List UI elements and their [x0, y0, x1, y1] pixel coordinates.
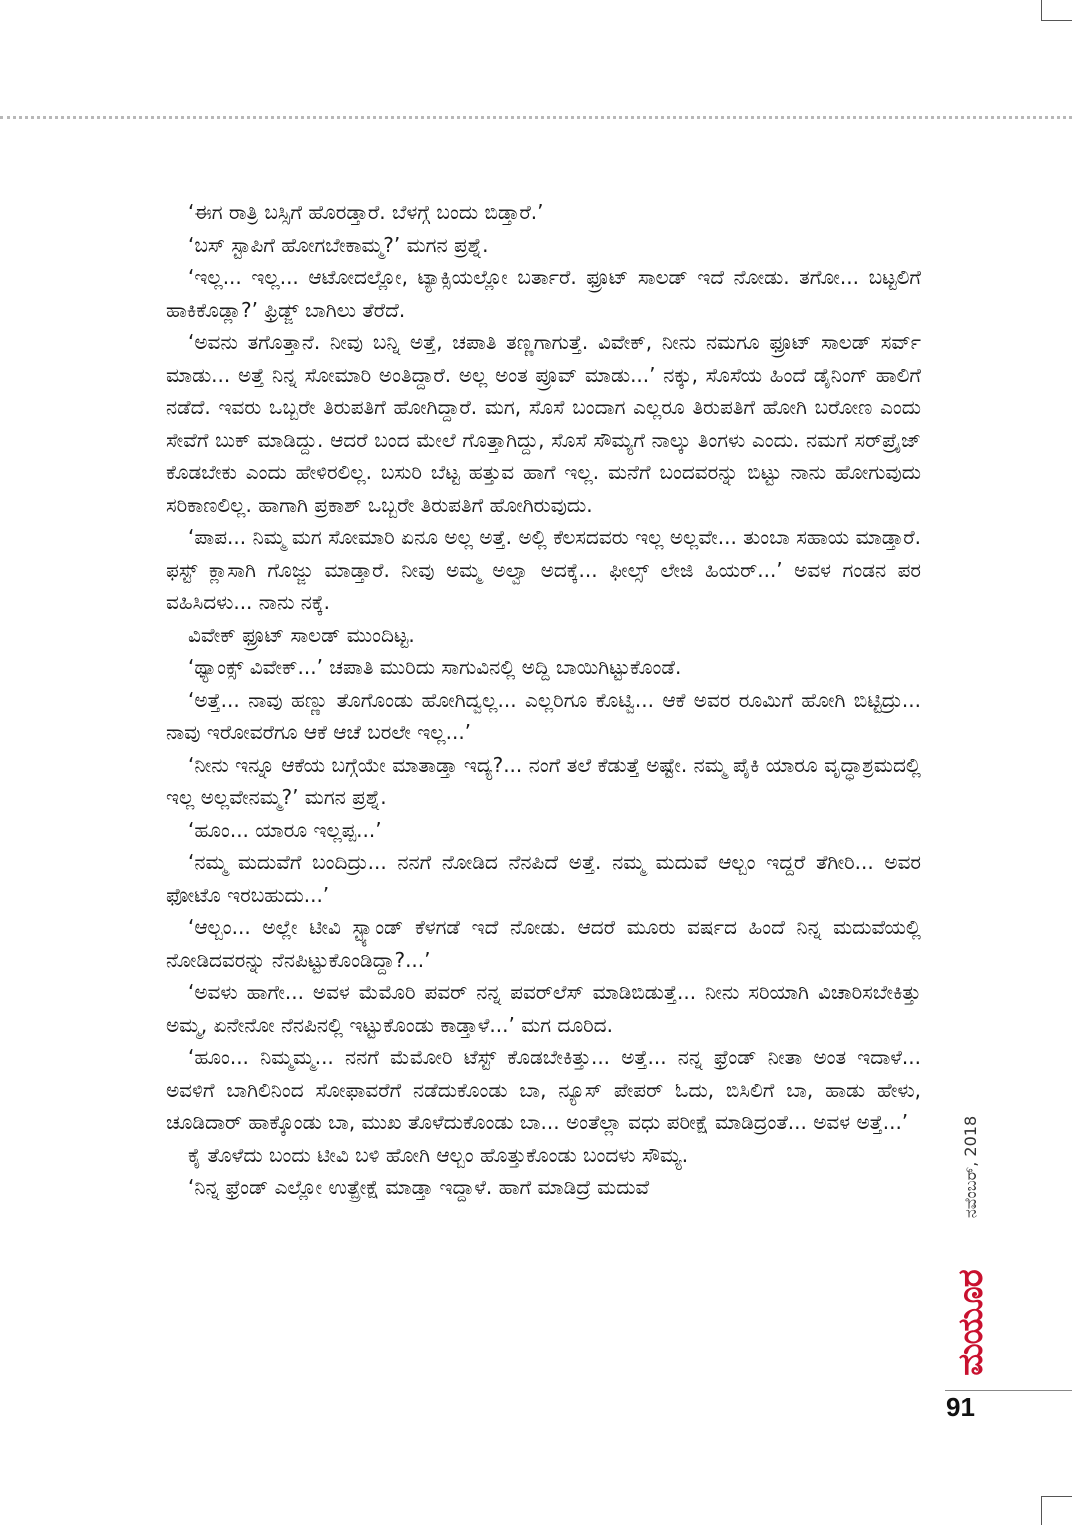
magazine-logo-text: ಮಯೂರ — [951, 1270, 991, 1376]
paragraph: ‘ಹೂಂ... ನಿಮ್ಮಮ್ಮ... ನನಗೆ ಮೆಮೋರಿ ಟೆಸ್ಟ್ ಕೊಡಬೇಕಿತ್ತು... ಅತ್ತೆ... ನನ್ನ ಫ್ರೆಂಡ್ ನೀತಾ ಅಂತ ಇದಾಳೆ... ಅವಳಿಗೆ ಬಾಗಿಲಿನಿಂದ ಸೋಫಾವರೆಗೆ ನಡೆದುಕೊಂಡು ಬಾ, ನ್ಯೂಸ್ ಪೇಪರ್ ಓದು, ಬಿಸಿಲಿಗೆ ಬಾ, ಹಾಡು ಹೇಳು, ಚೂಡಿದಾರ್ ಹಾಕ್ಕೊಂಡು ಬಾ, ಮುಖ ತೊಳೆದುಕೊಂಡು ಬಾ... ಅಂತೆಲ್ಲಾ ವಧು ಪರೀಕ್ಷೆ ಮಾಡಿದ್ರಂತೆ... ಅವಳ ಅತ್ತೆ...’ — [166, 1045, 921, 1134]
magazine-logo — [945, 1258, 997, 1388]
paragraph: ‘ಅವನು ತಗೊತ್ತಾನೆ. ನೀವು ಬನ್ನಿ ಅತ್ತೆ, ಚಪಾತಿ ತಣ್ಣಗಾಗುತ್ತೆ. ವಿವೇಕ್, ನೀನು ನಮಗೂ ಫ್ರೂಟ್ ಸಾಲಡ್ ಸರ್ವ್ ಮಾಡು... ಅತ್ತೆ ನಿನ್ನ ಸೋಮಾರಿ ಅಂತಿದ್ದಾರೆ. ಅಲ್ಲ ಅಂತ ಪ್ರೂವ್ ಮಾಡು...’ ನಕ್ಕು, ಸೊಸೆಯ ಹಿಂದೆ ಡೈನಿಂಗ್ ಹಾಲಿಗೆ ನಡೆದೆ. ಇವರು ಒಬ್ಬರೇ ತಿರುಪತಿಗೆ ಹೋಗಿದ್ದಾರೆ. ಮಗ, ಸೊಸೆ ಬಂದಾಗ ಎಲ್ಲರೂ ತಿರುಪತಿಗೆ ಹೋಗಿ ಬರೋಣ ಎಂದು ಸೇವೆಗೆ ಬುಕ್ ಮಾಡಿದ್ದು. ಆದರೆ ಬಂದ ಮೇಲೆ ಗೊತ್ತಾಗಿದ್ದು, ಸೊಸೆ ಸೌಮ್ಯಗೆ ನಾಲ್ಕು ತಿಂಗಳು ಎಂದು. ನಮಗೆ ಸರ್‌ಪ್ರೈಜ್ ಕೊಡಬೇಕು ಎಂದು ಹೇಳಿರಲಿಲ್ಲ. ಬಸುರಿ ಬೆಟ್ಟ ಹತ್ತುವ ಹಾಗೆ ಇಲ್ಲ. ಮನೆಗೆ ಬಂದವರನ್ನು ಬಿಟ್ಟು ನಾನು ಹೋಗುವುದು ಸರಿಕಾಣಲಿಲ್ಲ. ಹಾಗಾಗಿ ಪ್ರಕಾಶ್ ಒಬ್ಬರೇ ತಿರುಪತಿಗೆ ಹೋಗಿರುವುದು. — [166, 330, 921, 517]
article-body — [166, 196, 921, 1204]
page-number: 91 — [946, 1392, 975, 1422]
header-dotted-divider — [0, 116, 1072, 119]
paragraph: ‘ಬಸ್ ಸ್ಟಾಪಿಗೆ ಹೋಗಬೇಕಾಮ್ಮ?’ ಮಗನ ಪ್ರಶ್ನೆ. — [188, 232, 489, 257]
paragraph: ‘ನೀನು ಇನ್ನೂ ಆಕೆಯ ಬಗ್ಗೆಯೇ ಮಾತಾಡ್ತಾ ಇದ್ಯ?... ನಂಗೆ ತಲೆ ಕೆಡುತ್ತೆ ಅಷ್ಟೇ. ನಮ್ಮ ಪೈಕಿ ಯಾರೂ ವೃದ್ಧಾಶ್ರಮದಲ್ಲಿ ಇಲ್ಲ ಅಲ್ಲವೇನಮ್ಮ?’ ಮಗನ ಪ್ರಶ್ನೆ. — [166, 752, 921, 809]
paragraph: ‘ಪಾಪ... ನಿಮ್ಮ ಮಗ ಸೋಮಾರಿ ಏನೂ ಅಲ್ಲ ಅತ್ತೆ. ಅಲ್ಲಿ ಕೆಲಸದವರು ಇಲ್ಲ ಅಲ್ಲವೇ... ತುಂಬಾ ಸಹಾಯ ಮಾಡ್ತಾರೆ. ಫಸ್ಟ್ ಕ್ಲಾಸಾಗಿ ಗೊಜ್ಜು ಮಾಡ್ತಾರೆ. ನೀವು ಅಮ್ಮ ಅಲ್ವಾ ಅದಕ್ಕೆ... ಫೀಲ್ಸ್ ಲೇಜಿ ಹಿಯರ್...’ ಅವಳ ಗಂಡನ ಪರ ವಹಿಸಿದಳು... ನಾನು ನಕ್ಕೆ. — [166, 525, 921, 614]
paragraph: ‘ಅತ್ತೆ... ನಾವು ಹಣ್ಣು ತೊಗೊಂಡು ಹೋಗಿದ್ವಲ್ಲ... ಎಲ್ಲರಿಗೂ ಕೊಟ್ವಿ... ಆಕೆ ಅವರ ರೂಮಿಗೆ ಹೋಗಿ ಬಿಟ್ಟಿದ್ರು... ನಾವು ಇರೋವರೆಗೂ ಆಕೆ ಆಚೆ ಬರಲೇ ಇಲ್ಲ...’ — [166, 687, 921, 744]
issue-date-text: ನವೆಂಬರ್, 2018 — [961, 1115, 980, 1219]
paragraph: ‘ಆಲ್ಬಂ... ಅಲ್ಲೇ ಟೀವಿ ಸ್ಟ್ಯಾಂಡ್ ಕೆಳಗಡೆ ಇದೆ ನೋಡು. ಆದರೆ ಮೂರು ವರ್ಷದ ಹಿಂದೆ ನಿನ್ನ ಮದುವೆಯಲ್ಲಿ ನೋಡಿದವರನ್ನು ನೆನಪಿಟ್ಟುಕೊಂಡಿದ್ದಾ?...’ — [166, 915, 921, 972]
magazine-sidebar — [945, 1082, 997, 1388]
paragraph: ‘ಇಲ್ಲ... ಇಲ್ಲ... ಆಟೋದಲ್ಲೋ, ಟ್ಯಾಕ್ಸಿಯಲ್ಲೋ ಬರ್ತಾರೆ. ಫ್ರೂಟ್ ಸಾಲಡ್ ಇದೆ ನೋಡು. ತಗೋ... ಬಟ್ಟಲಿಗೆ ಹಾಕಿಕೊಡ್ಲಾ?’ ಫ್ರಿಡ್ಜ್ ಬಾಗಿಲು ತೆರೆದೆ. — [166, 265, 921, 322]
page-number-rule — [945, 1390, 1072, 1391]
paragraph: ‘ನಿನ್ನ ಫ್ರೆಂಡ್ ಎಲ್ಲೋ ಉತ್ಪ್ರೇಕ್ಷೆ ಮಾಡ್ತಾ ಇದ್ದಾಳೆ. ಹಾಗೆ ಮಾಡಿದ್ರೆ ಮದುವೆ — [188, 1175, 650, 1199]
paragraph: ‘ಥ್ಯಾಂಕ್ಸ್ ವಿವೇಕ್...’ ಚಪಾತಿ ಮುರಿದು ಸಾಗುವಿನಲ್ಲಿ ಅದ್ದಿ ಬಾಯಿಗಿಟ್ಟುಕೊಂಡೆ. — [188, 655, 682, 679]
paragraph: ‘ಈಗ ರಾತ್ರಿ ಬಸ್ಸಿಗೆ ಹೊರಡ್ತಾರೆ. ಬೆಳಗ್ಗೆ ಬಂದು ಬಿಡ್ತಾರೆ.’ — [188, 200, 544, 224]
paragraph: ‘ಅವಳು ಹಾಗೇ... ಅವಳ ಮೆಮೊರಿ ಪವರ್ ನನ್ನ ಪವರ್‌ಲೆಸ್ ಮಾಡಿಬಿಡುತ್ತೆ... ನೀನು ಸರಿಯಾಗಿ ವಿಚಾರಿಸಬೇಕಿತ್ತು ಅಮ್ಮ, ಏನೇನೋ ನೆನಪಿನಲ್ಲಿ ಇಟ್ಟುಕೊಂಡು ಕಾಡ್ತಾಳೆ...’ ಮಗ ದೂರಿದ. — [166, 980, 921, 1037]
paragraph: ಕೈ ತೊಳೆದು ಬಂದು ಟೀವಿ ಬಳಿ ಹೋಗಿ ಆಲ್ಬಂ ಹೊತ್ತುಕೊಂಡು ಬಂದಳು ಸೌಮ್ಯ. — [188, 1142, 689, 1167]
paragraph: ‘ನಮ್ಮ ಮದುವೆಗೆ ಬಂದಿದ್ರು... ನನಗೆ ನೋಡಿದ ನೆನಪಿದೆ ಅತ್ತೆ. ನಮ್ಮ ಮದುವೆ ಆಲ್ಬಂ ಇದ್ದರೆ ತೆಗೀರಿ... ಅವರ ಫೋಟೊ ಇರಬಹುದು...’ — [166, 850, 921, 907]
crop-mark-top-right — [1041, 0, 1072, 21]
crop-mark-bottom-right — [1041, 1496, 1072, 1525]
paragraph: ‘ಹೂಂ... ಯಾರೂ ಇಲ್ಲಪ್ಪ...’ — [188, 817, 382, 842]
paragraph: ವಿವೇಕ್ ಫ್ರೂಟ್ ಸಾಲಡ್ ಮುಂದಿಟ್ಟ. — [188, 622, 415, 647]
issue-date — [945, 1082, 997, 1252]
